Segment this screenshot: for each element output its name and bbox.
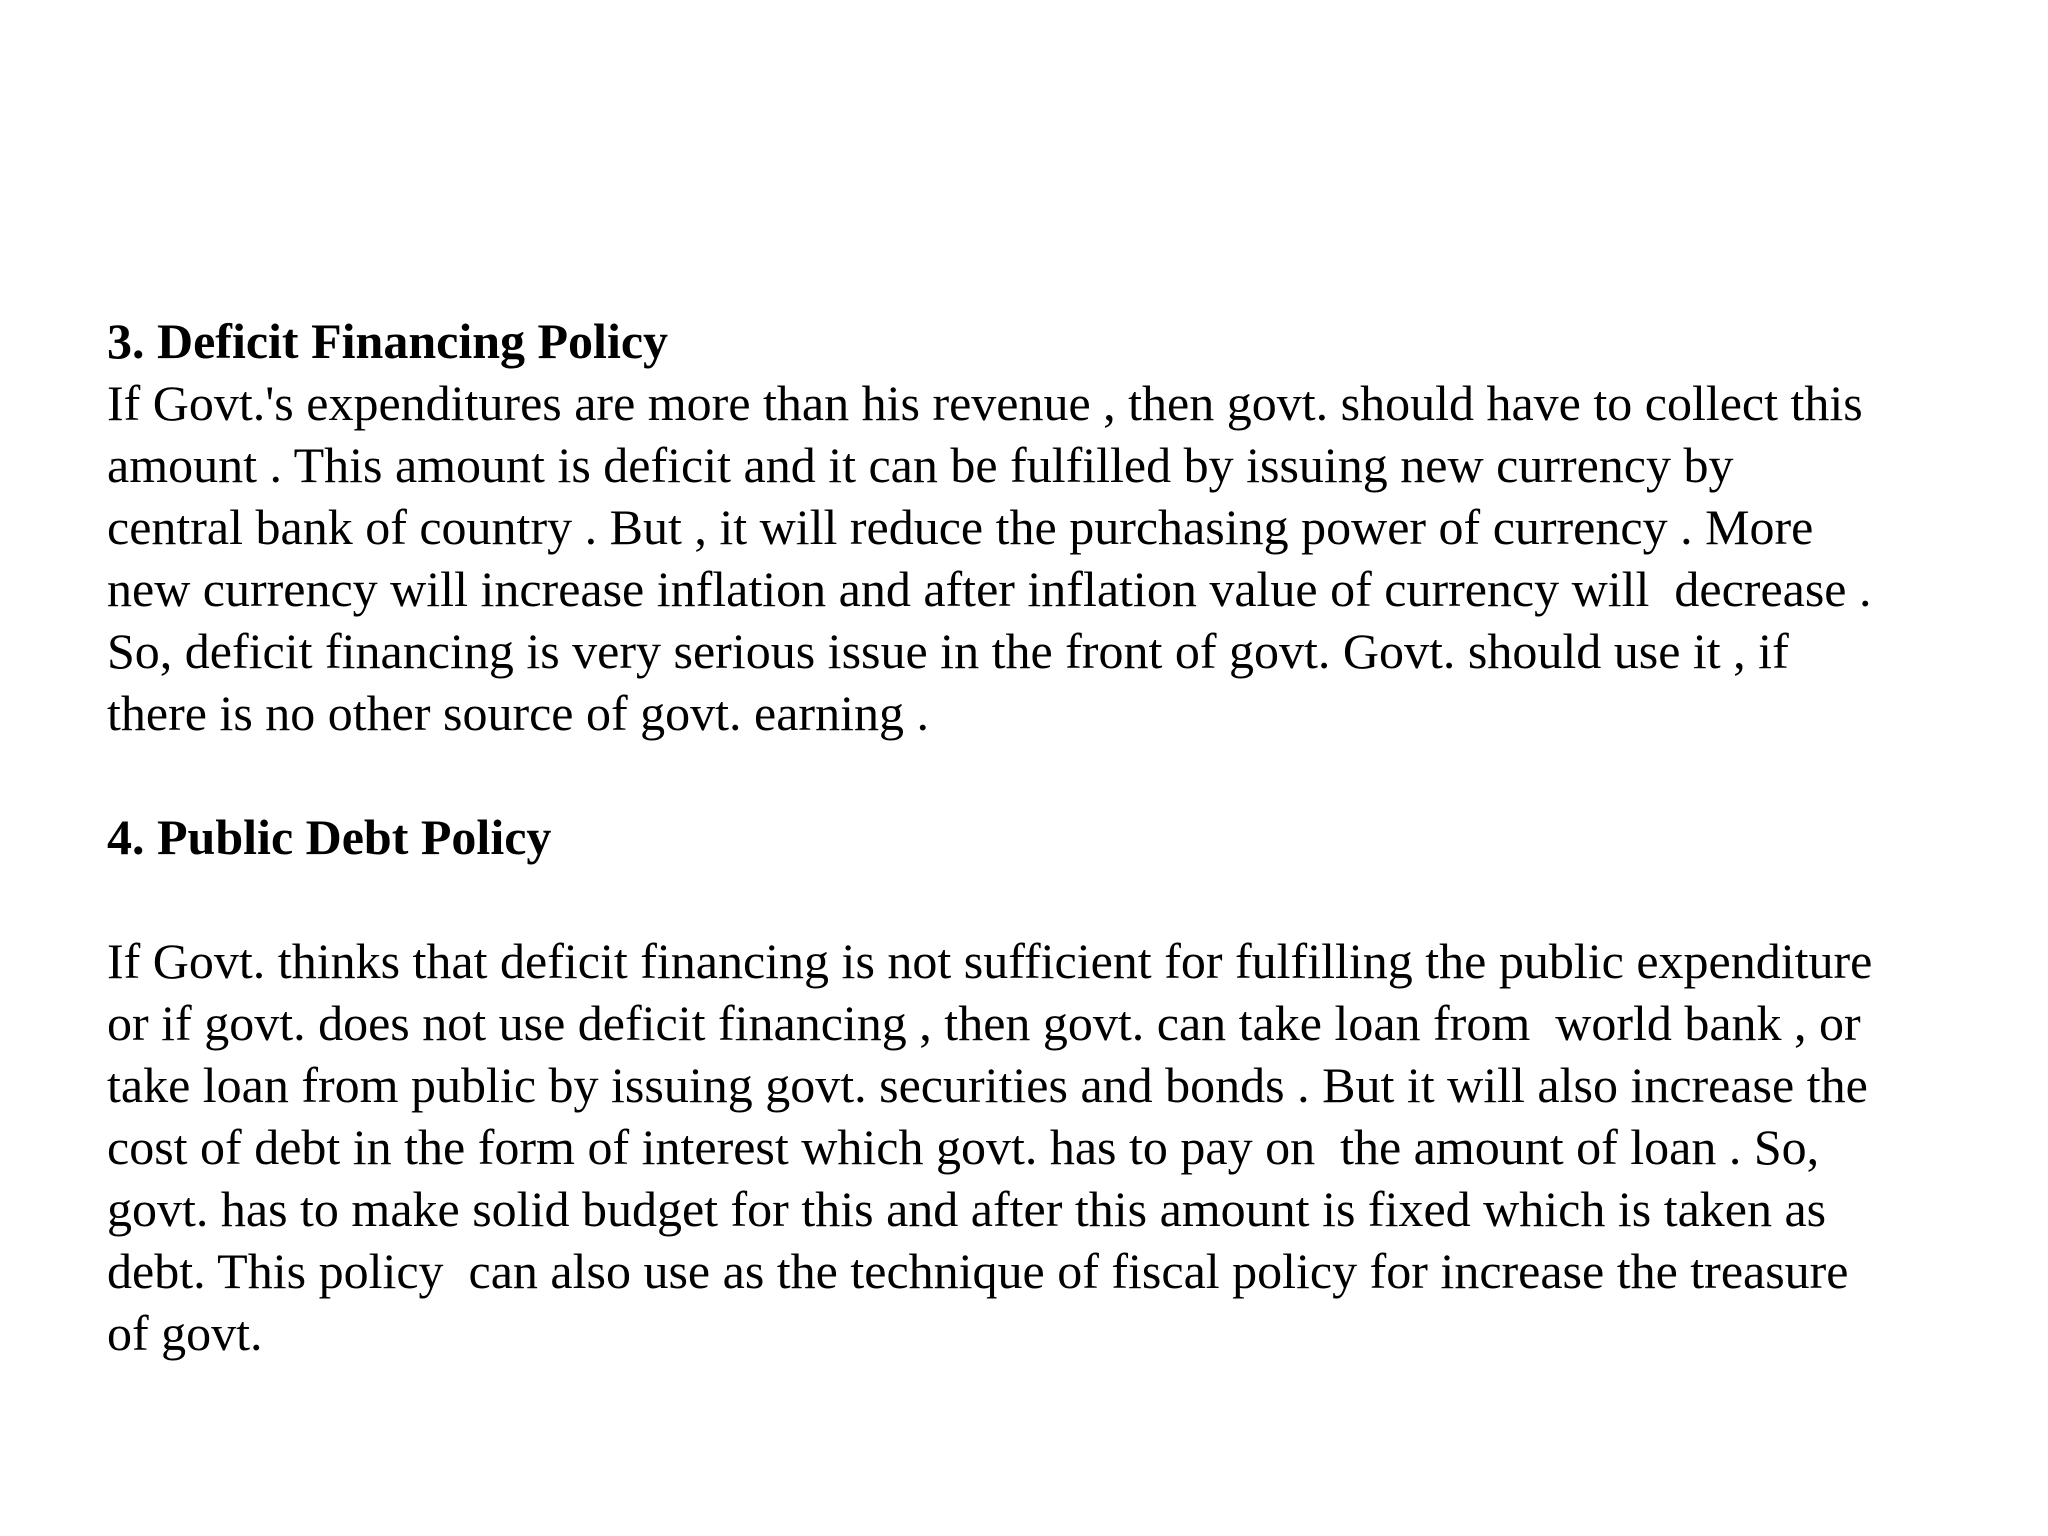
paragraph-line: So, deficit financing is very serious issue in the front of govt. Govt. should use it , if [107,623,1789,679]
section-heading: 3. Deficit Financing Policy [107,313,669,369]
paragraph-line: of govt. [107,1305,263,1361]
blank-line [107,744,2007,806]
paragraph-line: cost of debt in the form of interest which govt. has to pay on the amount of loan . So, [107,1119,1820,1175]
section-deficit-financing [107,310,2007,744]
section-public-debt [107,806,2007,1364]
paragraph-line: amount . This amount is deficit and it can be fulfilled by issuing new currency by [107,437,1734,493]
paragraph-line: govt. has to make solid budget for this and after this amount is fixed which is taken as [107,1181,1827,1237]
paragraph-line: take loan from public by issuing govt. securities and bonds . But it will also increase the [107,1057,1868,1113]
paragraph-line: or if govt. does not use deficit financing , then govt. can take loan from world bank , or [107,995,1861,1051]
blank-line [107,868,2007,930]
paragraph-line: debt. This policy can also use as the technique of fiscal policy for increase the treasure [107,1243,1849,1299]
paragraph-line: new currency will increase inflation and after inflation value of currency will decrease . [107,561,1872,617]
paragraph-line: central bank of country . But , it will reduce the purchasing power of currency . More [107,499,1814,555]
paragraph-line: If Govt. thinks that deficit financing is not sufficient for fulfilling the public expenditure [107,933,1873,989]
paragraph-line: If Govt.'s expenditures are more than his revenue , then govt. should have to collect this [107,375,1863,431]
section-heading: 4. Public Debt Policy [107,809,552,865]
slide-body [107,310,2007,1364]
paragraph-line: there is no other source of govt. earning . [107,685,929,741]
